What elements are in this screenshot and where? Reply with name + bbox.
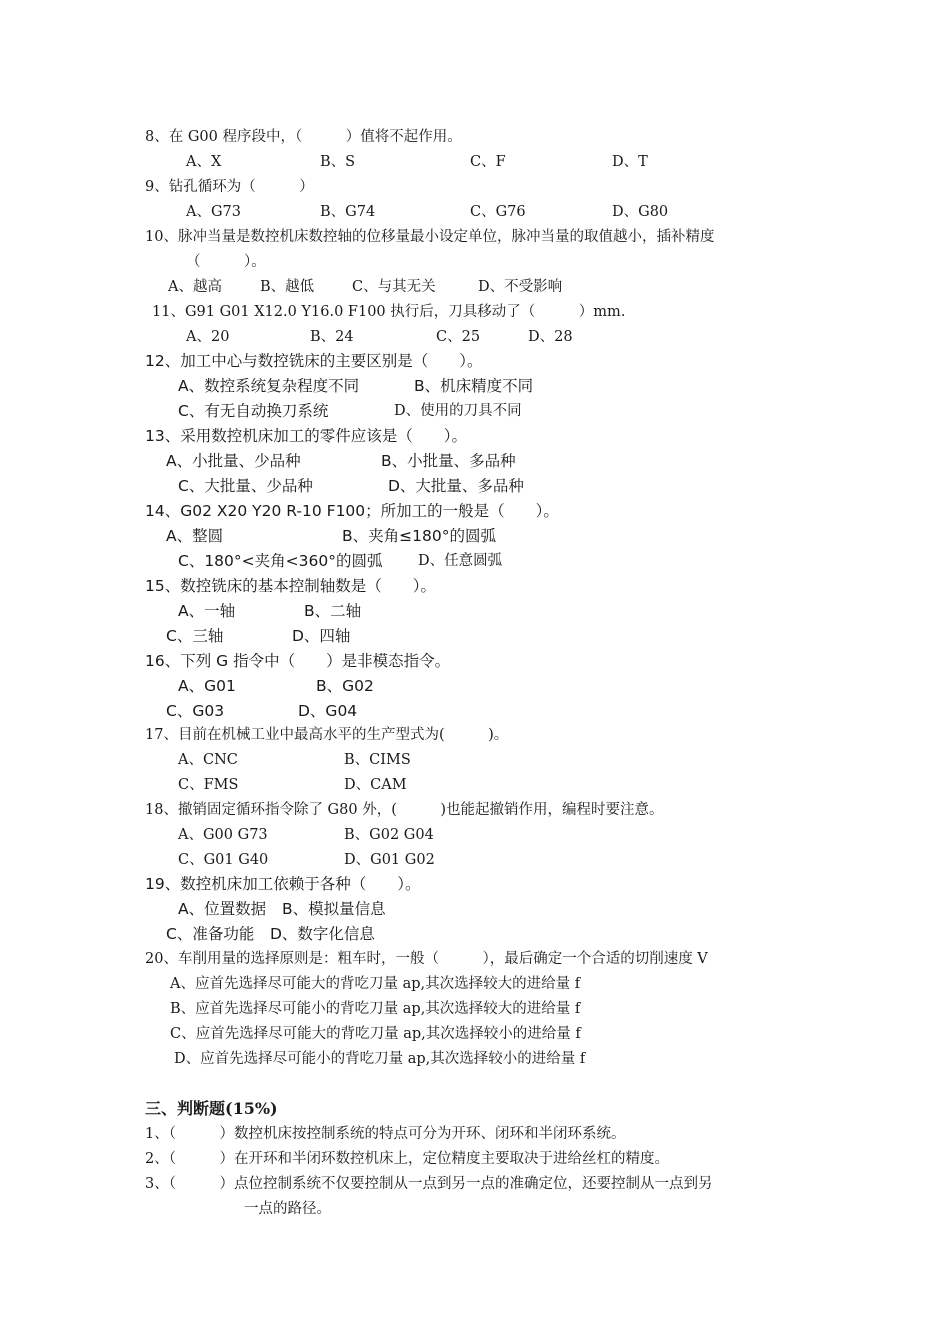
question-19-option-d: D、数字化信息	[270, 925, 375, 943]
section-3-heading: 三、判断题(15%)	[145, 1099, 278, 1118]
question-13-stem: 13、采用数控机床加工的零件应该是（ ）。	[145, 427, 467, 445]
question-18-stem: 18、撤销固定循环指令除了 G80 外，( )也能起撤销作用，编程时要注意。	[145, 802, 664, 818]
question-19-option-c: C、准备功能	[166, 925, 255, 943]
question-17-stem: 17、目前在机械工业中最高水平的生产型式为( )。	[145, 727, 509, 743]
question-13-option-d: D、大批量、多品种	[388, 477, 524, 495]
question-12-option-b: B、机床精度不同	[414, 377, 534, 395]
question-10-option-c: C、与其无关	[352, 279, 436, 295]
question-16-option-b: B、G02	[316, 677, 374, 695]
question-12-stem: 12、加工中心与数控铣床的主要区别是（ ）。	[145, 352, 483, 370]
question-11-option-a: A、20	[186, 329, 230, 345]
question-12-option-d: D、使用的刀具不同	[394, 403, 522, 419]
question-10-option-a: A、越高	[168, 279, 222, 295]
question-8-option-c: C、F	[470, 154, 506, 170]
question-10-stem-continued: （ ）。	[186, 254, 266, 270]
question-20-option-d: D、应首先选择尽可能小的背吃刀量 ap,其次选择较小的进给量 f	[174, 1051, 586, 1067]
question-10-stem: 10、脉冲当量是数控机床数控轴的位移量最小设定单位，脉冲当量的取值越小，插补精度	[145, 229, 715, 245]
question-14-option-c: C、180°<夹角<360°的圆弧	[178, 552, 383, 570]
question-13-option-a: A、小批量、少品种	[166, 452, 301, 470]
question-17-option-b: B、CIMS	[344, 752, 411, 768]
question-16-option-c: C、G03	[166, 702, 225, 720]
question-12-option-c: C、有无自动换刀系统	[178, 402, 329, 420]
question-9-option-c: C、G76	[470, 204, 526, 220]
question-18-option-d: D、G01 G02	[344, 852, 435, 868]
question-9-stem: 9、钻孔循环为（ ）	[145, 179, 314, 195]
question-8-option-a: A、X	[186, 154, 222, 170]
question-18-option-a: A、G00 G73	[178, 827, 268, 843]
question-16-option-d: D、G04	[298, 702, 358, 720]
judgement-item-3: 3、（ ）点位控制系统不仅要控制从一点到另一点的准确定位，还要控制从一点到另	[145, 1176, 713, 1192]
question-10-option-d: D、不受影响	[478, 279, 563, 295]
question-8-option-b: B、S	[320, 154, 356, 170]
question-11-stem: 11、G91 G01 X12.0 Y16.0 F100 执行后，刀具移动了（ ）mm.	[152, 304, 626, 320]
question-11-option-b: B、24	[310, 329, 354, 345]
question-11-option-d: D、28	[528, 329, 573, 345]
question-9-option-d: D、G80	[612, 204, 669, 220]
question-8-option-d: D、T	[612, 154, 648, 170]
question-16-stem: 16、下列 G 指令中（ ）是非模态指令。	[145, 652, 451, 670]
question-14-option-b: B、夹角≤180°的圆弧	[342, 527, 496, 545]
question-16-option-a: A、G01	[178, 677, 236, 695]
question-19-option-b: B、模拟量信息	[282, 900, 386, 918]
judgement-item-1: 1、（ ）数控机床按控制系统的特点可分为开环、闭环和半闭环系统。	[145, 1126, 626, 1142]
question-13-option-c: C、大批量、少品种	[178, 477, 313, 495]
question-15-option-b: B、二轴	[304, 602, 362, 620]
question-17-option-c: C、FMS	[178, 777, 239, 793]
question-14-option-a: A、整圆	[166, 527, 224, 545]
question-20-option-c: C、应首先选择尽可能大的背吃刀量 ap,其次选择较小的进给量 f	[170, 1026, 581, 1042]
question-19-option-a: A、位置数据	[178, 900, 267, 918]
question-15-option-c: C、三轴	[166, 627, 224, 645]
question-9-option-a: A、G73	[186, 204, 242, 220]
question-14-option-d: D、任意圆弧	[418, 553, 503, 569]
question-8-stem: 8、在 G00 程序段中，（ ）值将不起作用。	[145, 129, 462, 145]
question-20-stem: 20、车削用量的选择原则是：粗车时，一般（ ），最后确定一个合适的切削速度 V	[145, 951, 708, 967]
question-9-option-b: B、G74	[320, 204, 376, 220]
question-18-option-c: C、G01 G40	[178, 852, 269, 868]
judgement-item-3-continued: 一点的路径。	[244, 1201, 331, 1217]
question-20-option-a: A、应首先选择尽可能大的背吃刀量 ap,其次选择较大的进给量 f	[170, 976, 581, 992]
question-14-stem: 14、G02 X20 Y20 R-10 F100；所加工的一般是（ ）。	[145, 502, 559, 520]
question-20-option-b: B、应首先选择尽可能小的背吃刀量 ap,其次选择较大的进给量 f	[170, 1001, 581, 1017]
question-15-option-a: A、一轴	[178, 602, 236, 620]
question-17-option-a: A、CNC	[178, 752, 238, 768]
question-15-stem: 15、数控铣床的基本控制轴数是（ ）。	[145, 577, 436, 595]
question-13-option-b: B、小批量、多品种	[381, 452, 516, 470]
question-12-option-a: A、数控系统复杂程度不同	[178, 377, 360, 395]
question-15-option-d: D、四轴	[292, 627, 351, 645]
question-11-option-c: C、25	[436, 329, 481, 345]
question-17-option-d: D、CAM	[344, 777, 407, 793]
judgement-item-2: 2、（ ）在开环和半闭环数控机床上，定位精度主要取决于进给丝杠的精度。	[145, 1151, 669, 1167]
question-19-stem: 19、数控机床加工依赖于各种（ ）。	[145, 875, 421, 893]
question-10-option-b: B、越低	[260, 279, 315, 295]
question-18-option-b: B、G02 G04	[344, 827, 434, 843]
